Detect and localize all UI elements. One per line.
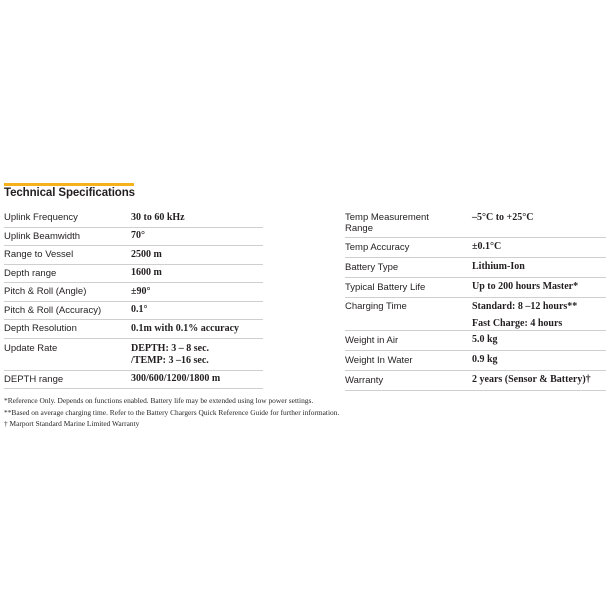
spec-label: Weight In Water bbox=[345, 350, 472, 370]
spec-value: 300/600/1200/1800 m bbox=[131, 370, 263, 388]
spec-value: Lithium-Ion bbox=[472, 257, 606, 277]
spec-row bbox=[345, 297, 606, 330]
spec-row bbox=[4, 246, 263, 265]
spec-value: Up to 200 hours Master* bbox=[472, 277, 606, 297]
spec-row bbox=[4, 370, 263, 388]
spec-label: Update Rate bbox=[4, 338, 131, 370]
left-spec-table bbox=[4, 209, 263, 389]
spec-value-line: Standard: 8 –12 hours** bbox=[472, 300, 578, 312]
spec-label: Charging Time bbox=[345, 297, 472, 330]
spec-label bbox=[345, 209, 472, 237]
spec-label: Battery Type bbox=[345, 257, 472, 277]
footnote: *Reference Only. Depends on functions enabled. Battery life may be extended using low power settings. bbox=[4, 396, 314, 405]
spec-row bbox=[4, 338, 263, 370]
spec-label: Warranty bbox=[345, 370, 472, 390]
spec-label-line: Range bbox=[345, 223, 373, 234]
spec-row bbox=[345, 330, 606, 350]
spec-label: Depth Resolution bbox=[4, 320, 131, 339]
spec-row bbox=[4, 209, 263, 227]
spec-value-line: Fast Charge: 4 hours bbox=[472, 317, 563, 329]
spec-label: Weight in Air bbox=[345, 330, 472, 350]
spec-value: 0.9 kg bbox=[472, 350, 606, 370]
spec-label: Depth range bbox=[4, 264, 131, 283]
spec-value: 0.1m with 0.1% accuracy bbox=[131, 320, 263, 339]
spec-value: 2500 m bbox=[131, 246, 263, 265]
spec-value bbox=[131, 338, 263, 370]
spec-value: 1600 m bbox=[131, 264, 263, 283]
spec-value: ±0.1°C bbox=[472, 237, 606, 257]
spec-row bbox=[4, 264, 263, 283]
spec-value: 0.1° bbox=[131, 301, 263, 320]
footnotes bbox=[4, 395, 339, 430]
spec-row bbox=[345, 237, 606, 257]
spec-label-line: Temp Measurement bbox=[345, 212, 429, 223]
spec-row bbox=[345, 277, 606, 297]
page-title: Technical Specifications bbox=[4, 187, 135, 199]
spec-value: 5.0 kg bbox=[472, 330, 606, 350]
spec-value: 30 to 60 kHz bbox=[131, 209, 263, 227]
spec-label: DEPTH range bbox=[4, 370, 131, 388]
spec-label: Range to Vessel bbox=[4, 246, 131, 265]
spec-row bbox=[4, 320, 263, 339]
spec-row bbox=[345, 370, 606, 390]
spec-row bbox=[345, 209, 606, 237]
spec-value: –5°C to +25°C bbox=[472, 209, 606, 237]
spec-row bbox=[4, 227, 263, 246]
spec-row bbox=[345, 350, 606, 370]
spec-label: Uplink Beamwidth bbox=[4, 227, 131, 246]
spec-value: 70° bbox=[131, 227, 263, 246]
spec-value: ±90° bbox=[131, 283, 263, 302]
spec-row bbox=[4, 283, 263, 302]
spec-label: Temp Accuracy bbox=[345, 237, 472, 257]
spec-value-line: /TEMP: 3 –16 sec. bbox=[131, 354, 209, 366]
spec-value bbox=[472, 297, 606, 330]
spec-value-line: DEPTH: 3 – 8 sec. bbox=[131, 342, 210, 354]
spec-row bbox=[345, 257, 606, 277]
spec-value: 2 years (Sensor & Battery)† bbox=[472, 370, 606, 390]
footnote: **Based on average charging time. Refer to the Battery Chargers Quick Reference Guide for further information. bbox=[4, 407, 340, 417]
right-spec-table bbox=[345, 209, 606, 391]
spec-label: Pitch & Roll (Angle) bbox=[4, 283, 131, 302]
title-accent-bar bbox=[4, 183, 134, 186]
spec-label: Typical Battery Life bbox=[345, 277, 472, 297]
footnote: † Marport Standard Marine Limited Warranty bbox=[4, 419, 140, 428]
spec-label: Pitch & Roll (Accuracy) bbox=[4, 301, 131, 320]
spec-label: Uplink Frequency bbox=[4, 209, 131, 227]
spec-row bbox=[4, 301, 263, 320]
